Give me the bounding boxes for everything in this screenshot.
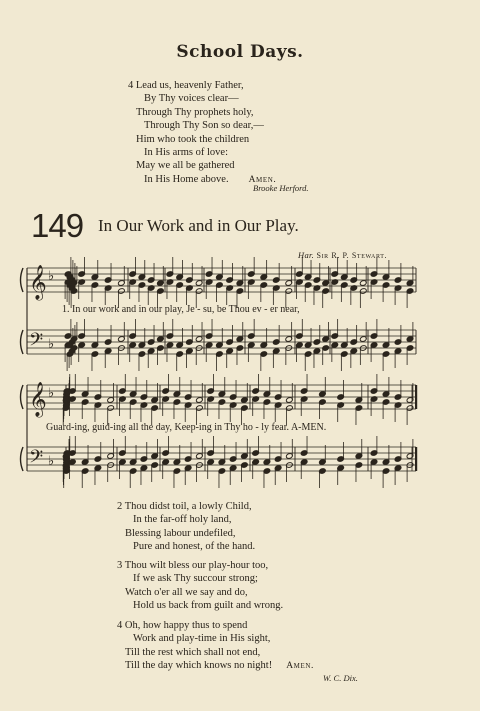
- system-2-lyrics: Guard-ing, guid-ing all the day, Keep-ing in Thy ho - ly fear. A-MEN.: [46, 422, 327, 433]
- verse-4: [117, 619, 314, 674]
- bass-clef-icon: 𝄢: [29, 330, 44, 355]
- verse-line: Watch o'er all we say and do,: [125, 586, 248, 598]
- system-1-lyrics: 1. In our work and in our play, Je - su, be Thou ev - er near,: [62, 304, 300, 315]
- verse-number: 2: [117, 501, 123, 512]
- verse-line: Till the rest which shall not end,: [125, 646, 261, 658]
- verse-line: 2 Thou didst toil, a lowly Child,: [117, 501, 252, 512]
- flat-icon: ♭: [48, 269, 55, 284]
- treble-clef-icon: 𝄞: [29, 265, 47, 300]
- verse-line: Hold us back from guilt and wrong.: [133, 600, 284, 612]
- verse-line: Through Thy prophets holy,: [136, 106, 254, 118]
- verse-line: In His arms of love:: [144, 147, 228, 159]
- attribution: Brooke Herford.: [253, 183, 309, 193]
- hymn-number: 149: [31, 207, 84, 244]
- verse-line: Blessing labour undefiled,: [125, 527, 236, 539]
- brace-icon: [21, 268, 24, 354]
- bass-clef-icon: 𝄢: [29, 447, 44, 472]
- treble-clef-icon: 𝄞: [29, 382, 47, 417]
- flat-icon: ♭: [48, 337, 55, 352]
- verse-line: Pure and honest, of the hand.: [133, 541, 256, 553]
- verse-number: 4: [128, 80, 134, 91]
- attribution: W. C. Dix.: [323, 673, 358, 683]
- composer-credit: Har. Sir R. P. Stewart.: [298, 250, 388, 260]
- verse-line: Him who took the children: [136, 133, 250, 145]
- amen-label: Amen.: [286, 661, 314, 672]
- verse-line: Through Thy Son so dear,—: [144, 120, 264, 132]
- final-barline: [415, 385, 417, 409]
- verse-line: In the far-off holy land,: [133, 514, 232, 526]
- page-header: School Days.: [176, 42, 304, 62]
- verse-line: 4 Lead us, heavenly Father,: [128, 80, 244, 91]
- final-barline: [415, 447, 417, 471]
- verse-line: Work and play-time in His sight,: [133, 633, 271, 645]
- brace-icon: [21, 385, 24, 471]
- verse-line: 3 Thou wilt bless our play-hour too,: [117, 560, 269, 571]
- flat-icon: ♭: [48, 386, 55, 401]
- verse-line: In His Home above. Amen.: [144, 173, 277, 185]
- verse-3: [117, 559, 283, 613]
- flat-icon: ♭: [48, 454, 55, 469]
- verse-line: If we ask Thy succour strong;: [133, 573, 258, 585]
- verse-2: [117, 500, 255, 554]
- verse-line: By Thy voices clear—: [144, 93, 239, 105]
- amen-label: Amen.: [248, 174, 277, 185]
- verse-number: 3: [117, 560, 123, 571]
- verse-line: Till the day which knows no night! Amen.: [125, 660, 314, 672]
- hymn-title: In Our Work and in Our Play.: [98, 216, 299, 235]
- verse-number: 4: [117, 620, 123, 631]
- verse-line: 4 Oh, how happy thus to spend: [117, 620, 248, 631]
- verse-line: May we all be gathered: [136, 160, 235, 172]
